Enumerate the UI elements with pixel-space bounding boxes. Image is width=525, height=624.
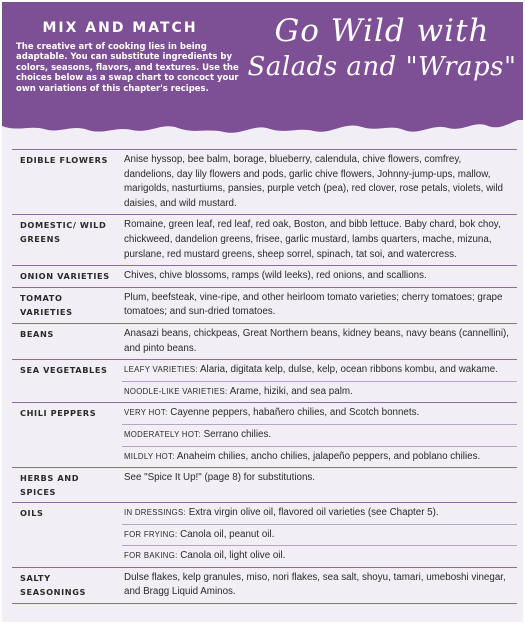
substitution-entry: [122, 503, 517, 524]
page-title-line1: Go Wild with: [274, 13, 490, 49]
mix-title: MIX AND MATCH: [42, 20, 198, 36]
table-row: [12, 265, 517, 287]
table-row: [12, 149, 517, 214]
category-label: EDIBLE FLOWERS: [20, 155, 109, 165]
substitution-entry: [122, 324, 517, 359]
category-label: HERBS AND SPICES: [20, 473, 80, 498]
table-row: [12, 287, 517, 323]
substitution-entries: [122, 266, 517, 287]
category-label: DOMESTIC/ WILD GREENS: [20, 220, 107, 245]
substitution-text: Canola oil, peanut oil.: [177, 528, 275, 540]
swap-chart-table: [12, 149, 517, 604]
table-row: [12, 359, 517, 402]
substitution-entry: [122, 150, 517, 214]
substitution-text: Anasazi beans, chickpeas, Great Northern beans, kidney beans, navy beans (cannellini), and pinto beans.: [124, 327, 510, 354]
substitution-entries: [122, 468, 517, 502]
table-row: [12, 402, 517, 467]
substitution-entries: [122, 215, 517, 265]
substitution-entries: [122, 360, 517, 402]
table-row: [12, 467, 517, 502]
variety-label: NOODLE-LIKE VARIETIES:: [124, 386, 228, 396]
substitution-entries: [122, 403, 517, 467]
category-label: TOMATO VARIETIES: [20, 292, 73, 317]
substitution-entry: [122, 545, 517, 567]
category-label: SEA VEGETABLES: [20, 365, 108, 376]
table-row: [12, 214, 517, 265]
variety-label: FOR BAKING:: [124, 551, 178, 561]
substitution-entry: [122, 215, 517, 265]
category-label: OILS: [20, 508, 44, 519]
variety-label: LEAFY VARIETIES:: [124, 365, 198, 375]
variety-label: FOR FRYING:: [124, 529, 178, 539]
substitution-entries: [122, 288, 517, 323]
variety-label: VERY HOT:: [124, 408, 168, 418]
substitution-text: Arame, hiziki, and sea palm.: [227, 385, 353, 397]
category-label: ONION VARIETIES: [20, 271, 110, 282]
substitution-text: Cayenne peppers, habañero chilies, and Scotch bonnets.: [167, 407, 420, 419]
variety-label: MODERATELY HOT:: [124, 429, 201, 439]
header-banner: [2, 2, 523, 120]
category-label: SALTY SEASONINGS: [20, 572, 87, 597]
mix-description: The creative art of cooking lies in being adaptable. You can substitute ingredients by colors, seasons, flavors, and textures. Use the choices below as a swap chart to concoct your own variations of this chapter's recipes.: [16, 42, 239, 94]
substitution-text: Romaine, green leaf, red leaf, red oak, Boston, and bibb lettuce. Baby chard, bok choy, chickweed, dandelion greens, frisee, garlic mustard, lambs quarters, mache, mizuna, purslane, red mustard greens, sheep sorrel, spinach, tat soi, and watercress.: [124, 219, 501, 260]
table-row: [12, 502, 517, 567]
substitution-entries: [122, 324, 517, 359]
substitution-text: Serrano chilies.: [200, 428, 272, 440]
table-row: [12, 567, 517, 604]
substitution-entry: [122, 288, 517, 323]
substitution-text: Chives, chive blossoms, ramps (wild leeks), red onions, and scallions.: [124, 270, 427, 282]
substitution-entry: [122, 424, 517, 446]
substitution-text: Canola oil, light olive oil.: [177, 550, 286, 562]
substitution-entry: [122, 524, 517, 546]
page-title-line2: Salads and "Wraps": [247, 52, 517, 82]
substitution-text: Anaheim chilies, ancho chilies, jalapeño peppers, and poblano chilies.: [174, 450, 481, 462]
category-label: BEANS: [20, 328, 54, 339]
substitution-text: Dulse flakes, kelp granules, miso, nori flakes, sea salt, shoyu, tamari, umeboshi vinegar, and Bragg Liquid Aminos.: [124, 571, 506, 598]
substitution-entries: [122, 503, 517, 567]
page: [2, 2, 523, 622]
substitution-entry: [122, 266, 517, 287]
table-row: [12, 323, 517, 359]
substitution-entry: [122, 468, 517, 489]
substitution-text: See "Spice It Up!" (page 8) for substitutions.: [124, 472, 316, 484]
substitution-entry: [122, 360, 517, 381]
substitution-entry: [122, 446, 517, 468]
banner-torn-edge: [2, 110, 523, 140]
substitution-entry: [122, 403, 517, 424]
variety-label: MILDLY HOT:: [124, 451, 175, 461]
substitution-entry: [122, 381, 517, 403]
variety-label: IN DRESSINGS:: [124, 508, 186, 518]
substitution-text: Anise hyssop, bee balm, borage, blueberry, calendula, chive flowers, comfrey, dandelions, day lily flowers and pods, garlic chive flowers, Johnny-jump-ups, mallow, marigolds, nasturtiums, pansies, purple vetch (pea), red clover, rose petals, violets, wild daisies, and wild mustard.: [124, 154, 503, 209]
substitution-entry: [122, 568, 517, 603]
substitution-text: Plum, beefsteak, vine-ripe, and other heirloom tomato varieties; cherry tomatoes; grape tomatoes; and sun-dried tomatoes.: [124, 291, 503, 318]
substitution-entries: [122, 568, 517, 603]
substitution-text: Extra virgin olive oil, flavored oil varieties (see Chapter 5).: [185, 507, 439, 519]
category-label: CHILI PEPPERS: [20, 408, 97, 419]
page-title: [242, 12, 522, 84]
substitution-entries: [122, 150, 517, 214]
substitution-text: Alaria, digitata kelp, dulse, kelp, ocean ribbons kombu, and wakame.: [197, 364, 498, 376]
